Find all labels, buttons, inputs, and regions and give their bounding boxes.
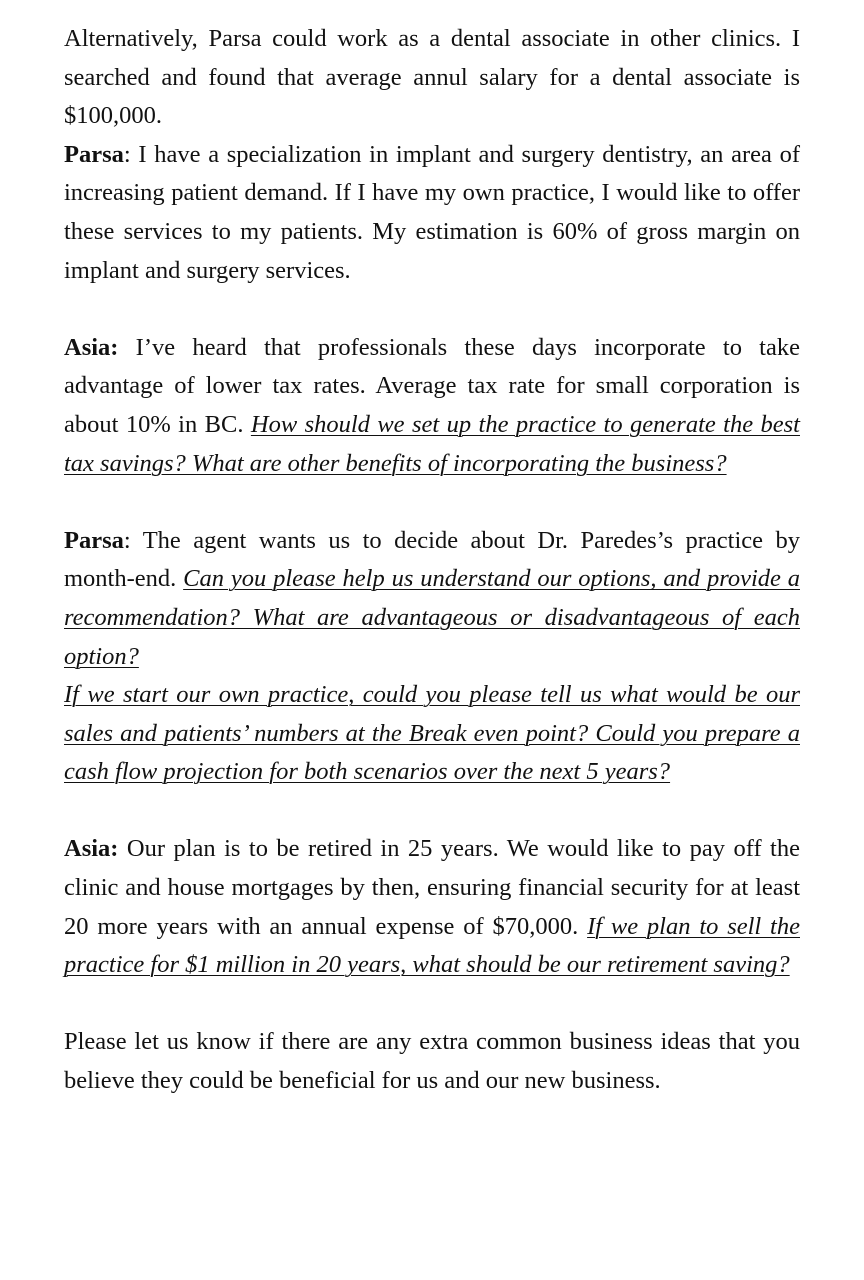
question-text: Can you please help us understand our options, and provide a recommendation? What are advantageous or disadvantageous of each option? — [64, 565, 800, 670]
question-text: If we start our own practice, could you please tell us what would be our sales and patients’ numbers at the Break even point? Could you prepare a cash flow projection for both scenarios over the next 5 years? — [64, 681, 800, 786]
paragraph-text: I’ve heard that professionals these days incorporate to take advantage of lower tax rates. Average tax rate for small corporation is about 10% in BC. — [64, 333, 800, 438]
document-page — [64, 20, 800, 1101]
paragraph-gap — [64, 985, 800, 1024]
paragraph-parsa-specialization — [64, 136, 800, 290]
paragraph-gap — [64, 792, 800, 831]
paragraph-asia-tax — [64, 329, 800, 483]
paragraph-gap — [64, 290, 800, 329]
paragraph-break-even — [64, 676, 800, 792]
paragraph-text: : I have a specialization in implant and surgery dentistry, an area of increasing patient demand. If I have my own practice, I would like to offer these services to my patients. My estimation is 60% of gross margin on implant and surgery services. — [64, 140, 800, 284]
paragraph-text: : The agent wants us to decide about Dr. Paredes’s practice by month-end. — [64, 526, 800, 593]
paragraph-gap — [64, 483, 800, 522]
speaker-name: Asia: — [64, 835, 119, 863]
paragraph-associate-salary — [64, 20, 800, 136]
paragraph-asia-retirement — [64, 830, 800, 984]
paragraph-parsa-options — [64, 522, 800, 676]
speaker-name: Parsa — [64, 526, 124, 554]
question-text: If we plan to sell the practice for $1 million in 20 years, what should be our retirement saving? — [64, 912, 800, 979]
paragraph-closing-request — [64, 1023, 800, 1100]
paragraph-text: Please let us know if there are any extra common business ideas that you believe they could be beneficial for us and our new business. — [64, 1028, 800, 1095]
question-text: How should we set up the practice to generate the best tax savings? What are other benefits of incorporating the business? — [64, 410, 800, 477]
speaker-name: Asia: — [64, 333, 119, 361]
paragraph-text: Our plan is to be retired in 25 years. We would like to pay off the clinic and house mortgages by then, ensuring financial security for at least 20 more years with an annual expense of $70,000. — [64, 835, 800, 940]
speaker-name: Parsa — [64, 140, 124, 168]
paragraph-text: Alternatively, Parsa could work as a dental associate in other clinics. I searched and found that average annul salary for a dental associate is $100,000. — [64, 25, 800, 130]
